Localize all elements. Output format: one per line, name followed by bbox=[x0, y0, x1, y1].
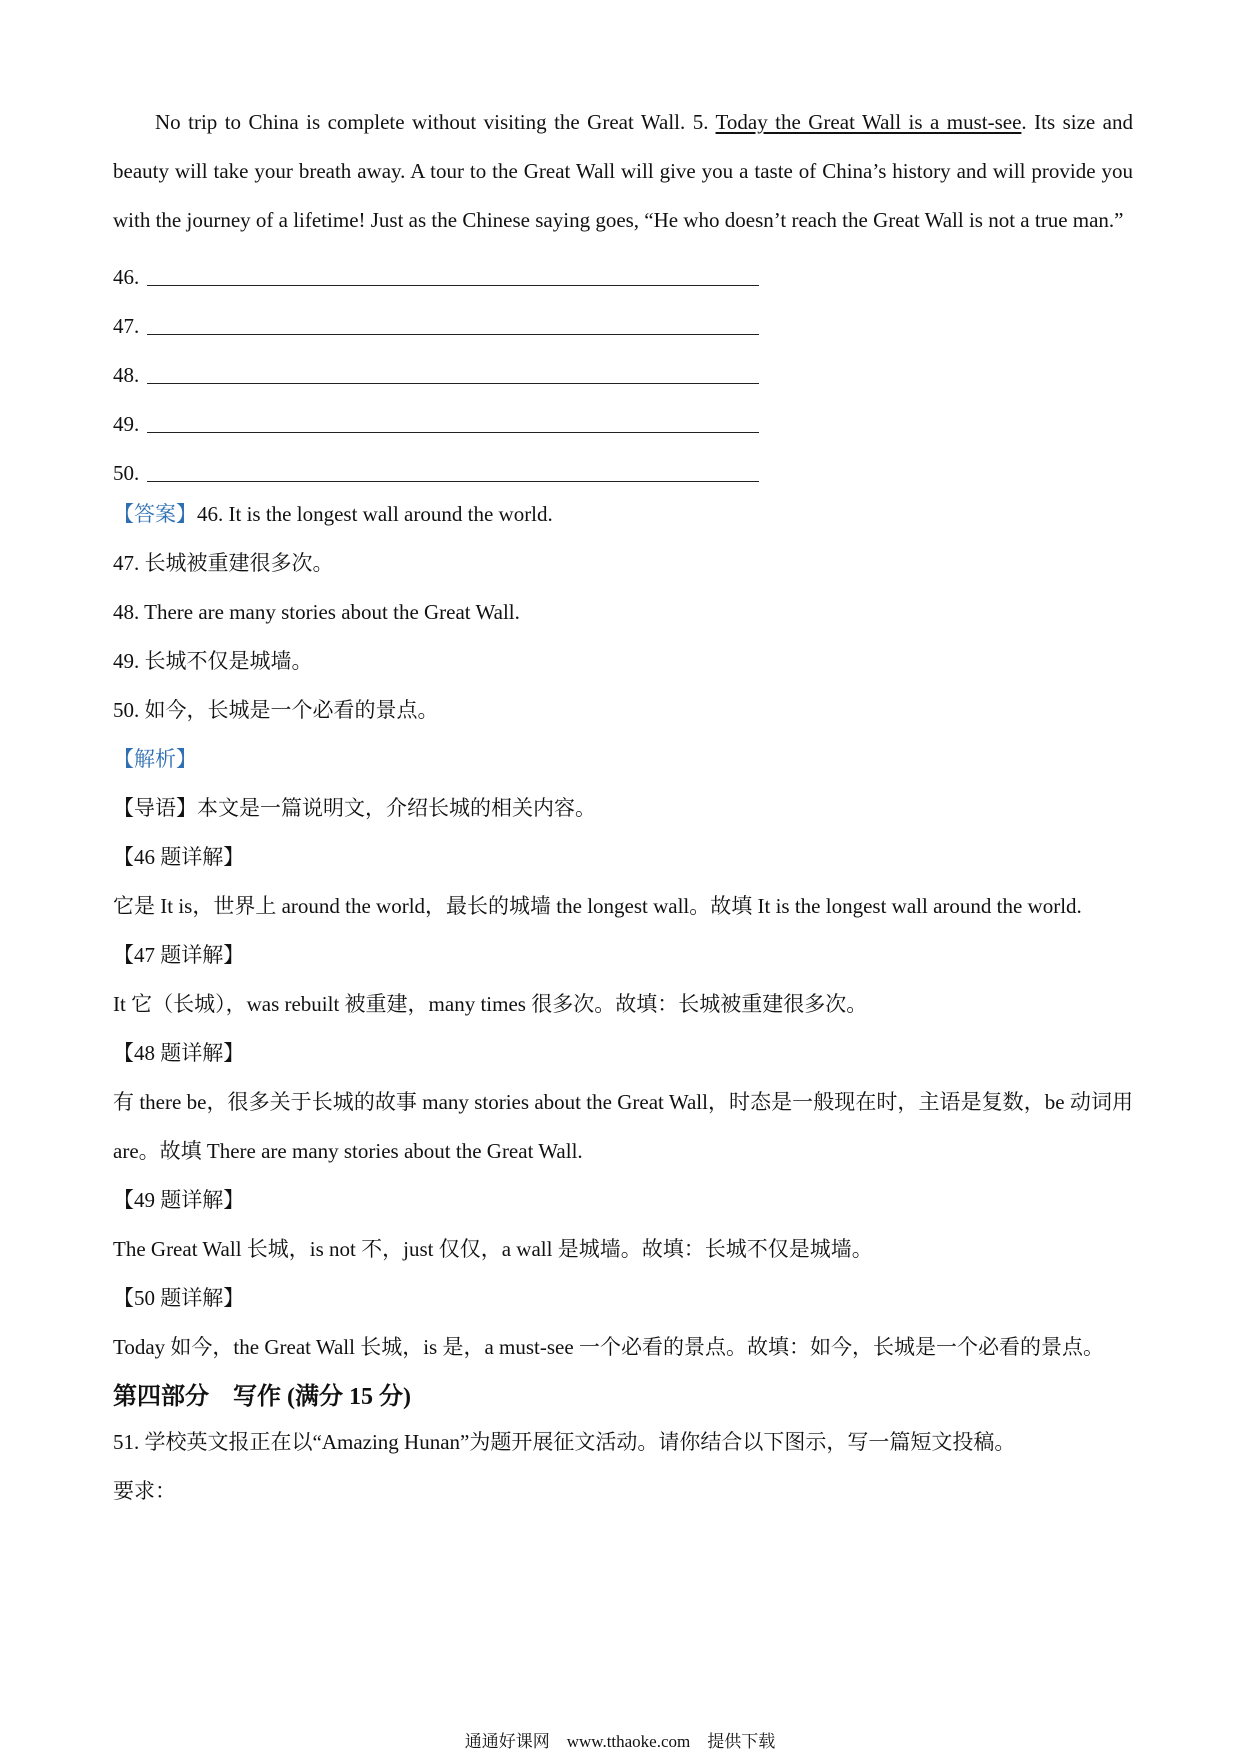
analysis-label: 【解析】 bbox=[113, 747, 197, 771]
detail-heading-49: 【49 题详解】 bbox=[113, 1188, 245, 1212]
answer-48: 48. There are many stories about the Great Wall. bbox=[113, 600, 520, 624]
blank-number: 46. bbox=[113, 265, 140, 289]
blank-line[interactable] bbox=[147, 334, 759, 335]
answer-47: 47. 长城被重建很多次。 bbox=[113, 551, 334, 575]
blank-number: 50. bbox=[113, 461, 140, 485]
detail-heading-50: 【50 题详解】 bbox=[113, 1286, 245, 1310]
analysis-intro: 【导语】本文是一篇说明文，介绍长城的相关内容。 bbox=[113, 796, 596, 820]
answer-46: 46. It is the longest wall around the world. bbox=[197, 502, 553, 526]
answer-46-row bbox=[113, 490, 1133, 539]
detail-text-48: 有 there be，很多关于长城的故事 many stories about the Great Wall，时态是一般现在时，主语是复数，be 动词用 are。故填 There are many stories about the Great Wall. bbox=[113, 1090, 1133, 1163]
detail-text-49: The Great Wall 长城，is not 不，just 仅仅，a wall 是城墙。故填：长城不仅是城墙。 bbox=[113, 1237, 873, 1261]
detail-heading-47: 【47 题详解】 bbox=[113, 943, 245, 967]
answer-blank-49[interactable] bbox=[113, 392, 1133, 441]
detail-heading-48: 【48 题详解】 bbox=[113, 1041, 245, 1065]
passage-text-2: . Its size and beauty will take your breath away. A tour to the Great Wall will give you a taste of China’s history and will provide you with the journey of a lifetime! Just as the Chinese saying goes, “He who doesn’t reach the Great Wall is not a true man.” bbox=[113, 110, 1133, 232]
page-footer: 通通好课网 www.tthaoke.com 提供下载 bbox=[464, 1732, 776, 1751]
requirements-label: 要求： bbox=[113, 1479, 176, 1503]
detail-text-50: Today 如今，the Great Wall 长城，is 是，a must-see 一个必看的景点。故填：如今，长城是一个必看的景点。 bbox=[113, 1335, 1104, 1359]
detail-heading-46: 【46 题详解】 bbox=[113, 845, 245, 869]
answer-blank-48[interactable] bbox=[113, 343, 1133, 392]
section-heading-writing: 第四部分 写作 (满分 15 分) bbox=[113, 1384, 411, 1410]
passage-text-1: No trip to China is complete without visiting the Great Wall. 5. bbox=[155, 110, 716, 134]
blank-line[interactable] bbox=[147, 481, 759, 482]
answer-blank-50[interactable] bbox=[113, 441, 1133, 490]
detail-text-47: It 它（长城），was rebuilt 被重建，many times 很多次。故填：长城被重建很多次。 bbox=[113, 992, 868, 1016]
answer-blank-46[interactable] bbox=[113, 245, 1133, 294]
blank-line[interactable] bbox=[147, 432, 759, 433]
detail-text-46: 它是 It is，世界上 around the world，最长的城墙 the longest wall。故填 It is the longest wall around the world. bbox=[113, 894, 1082, 918]
answer-blank-47[interactable] bbox=[113, 294, 1133, 343]
underlined-sentence-5: Today the Great Wall is a must-see bbox=[715, 110, 1022, 134]
answer-label: 【答案】 bbox=[113, 502, 197, 526]
passage-paragraph bbox=[113, 98, 1133, 245]
blank-number: 47. bbox=[113, 314, 140, 338]
blank-number: 48. bbox=[113, 363, 140, 387]
document-page bbox=[113, 98, 1133, 1516]
blank-number: 49. bbox=[113, 412, 140, 436]
answer-49: 49. 长城不仅是城墙。 bbox=[113, 649, 313, 673]
question-51: 51. 学校英文报正在以“Amazing Hunan”为题开展征文活动。请你结合以下图示，写一篇短文投稿。 bbox=[113, 1430, 1016, 1454]
blank-line[interactable] bbox=[147, 383, 759, 384]
answer-50: 50. 如今，长城是一个必看的景点。 bbox=[113, 698, 439, 722]
blank-line[interactable] bbox=[147, 285, 759, 286]
